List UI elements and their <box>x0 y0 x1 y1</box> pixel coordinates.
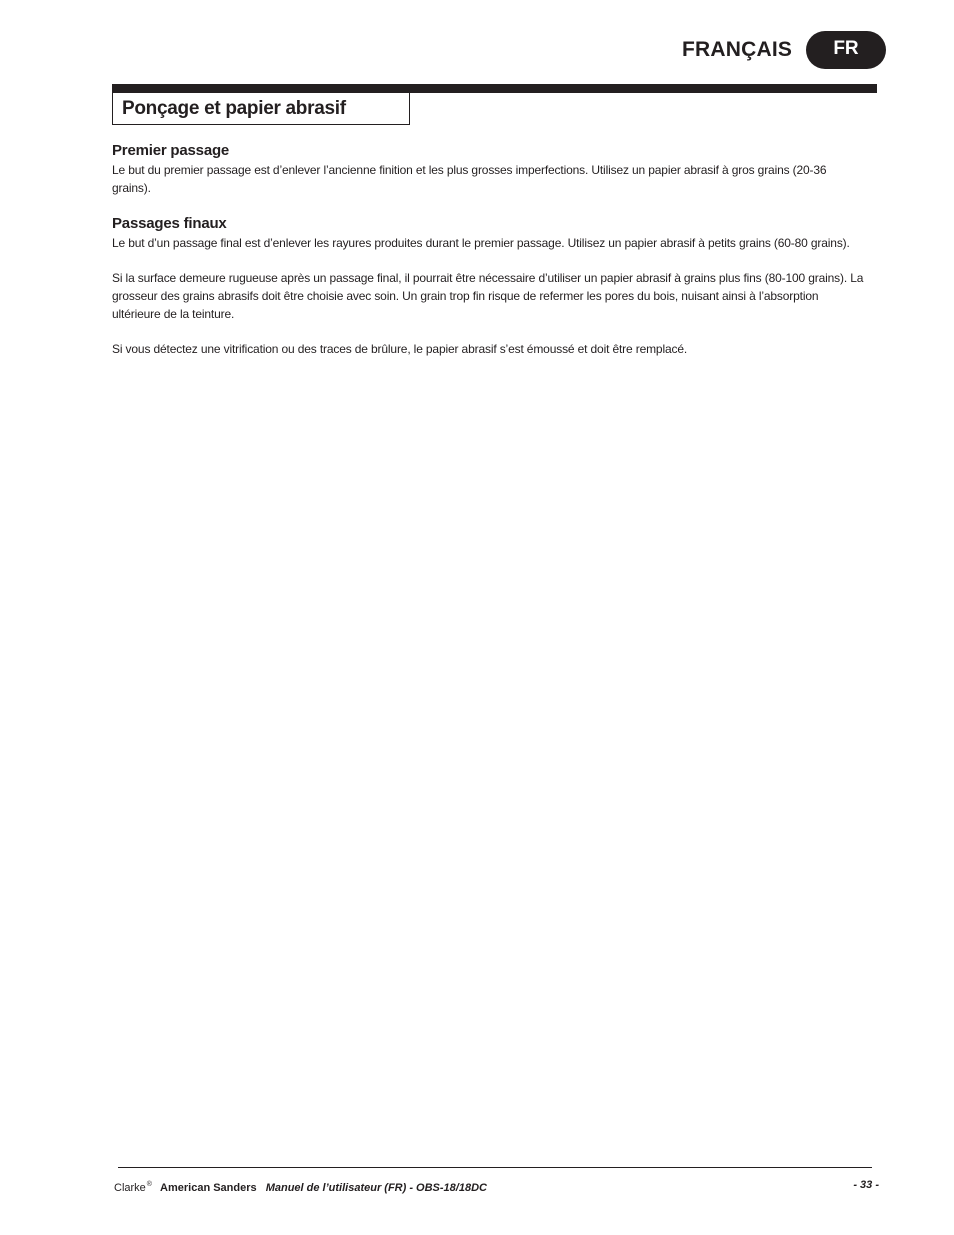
language-label: FRANÇAIS <box>682 38 793 61</box>
page-footer <box>114 1177 879 1196</box>
footer-manual-title: Manuel de l’utilisateur (FR) - OBS-18/18DC <box>265 1182 487 1194</box>
section-title: Ponçage et papier abrasif <box>122 98 346 119</box>
worn-paper-paragraph: Si vous détectez une vitrification ou des traces de brûlure, le papier abrasif s’est émoussé et doit être remplacé. <box>112 342 688 356</box>
language-code-badge: FR <box>806 31 886 69</box>
rough-surface-paragraph: Si la surface demeure rugueuse après un passage final, il pourrait être nécessaire d’utiliser un papier abrasif à grains plus fins (80-100 grains). La grosseur des grains abrasifs doit être choisie avec soin. Un grain trop fin risque de refermer les pores du bois, nuisant ainsi à l’absorption ultérieure de la teinture. <box>112 271 864 321</box>
section-title-box <box>112 92 410 125</box>
page-content <box>112 141 864 358</box>
footer-company: American Sanders <box>160 1182 257 1194</box>
footer-brand: Clarke <box>114 1182 146 1194</box>
first-pass-heading: Premier passage <box>112 142 230 159</box>
page-number: - 33 - <box>853 1179 879 1191</box>
footer-rule <box>118 1167 872 1168</box>
registered-mark: ® <box>146 1181 152 1188</box>
final-passes-heading: Passages finaux <box>112 215 227 232</box>
final-passes-paragraph: Le but d’un passage final est d’enlever les rayures produites durant le premier passage. Utilisez un papier abrasif à petits grains (60-80 grains). <box>112 236 850 250</box>
first-pass-paragraph: Le but du premier passage est d’enlever l’ancienne finition et les plus grosses imperfections. Utilisez un papier abrasif à gros grains (20-36 grains). <box>112 163 827 195</box>
